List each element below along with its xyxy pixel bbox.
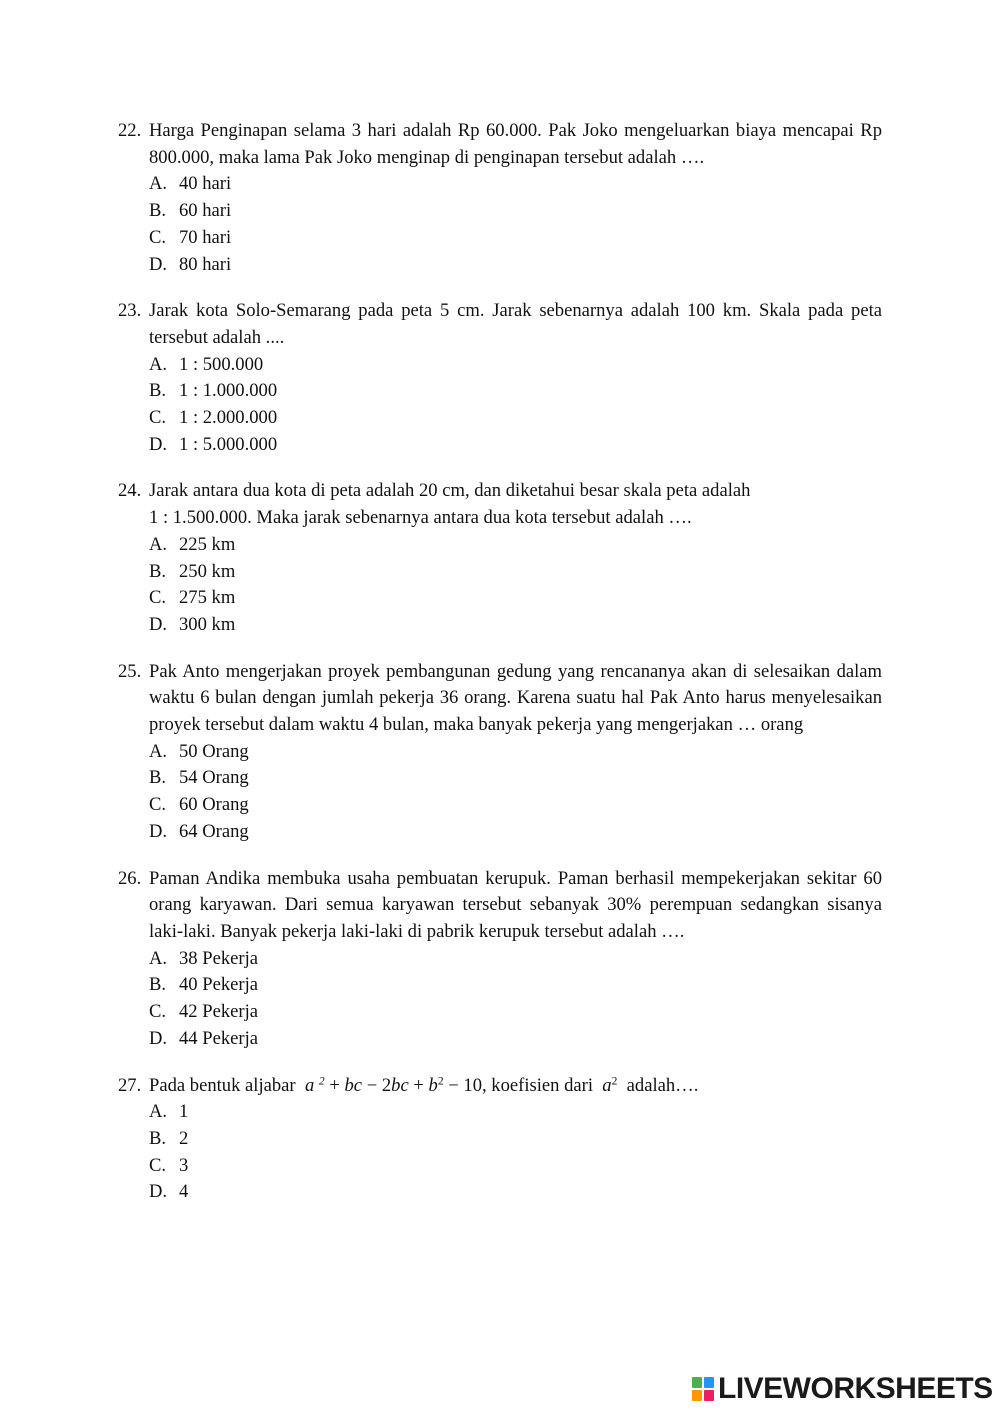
answer-options [149, 352, 882, 459]
question-text: Paman Andika membuka usaha pembuatan kerupuk. Paman berhasil mempekerjakan sekitar 60 orang karyawan. Dari semua karyawan tersebut sebanyak 30% perempuan sedangkan sisanya laki-laki. Banyak pekerja laki-laki di pabrik kerupuk tersebut adalah …. [149, 867, 882, 942]
math-exponent: 2 [437, 1075, 444, 1088]
option-text: 225 km [179, 533, 236, 555]
math-constant: 10 [463, 1074, 482, 1096]
option-a[interactable] [149, 171, 882, 198]
option-letter: D. [149, 1027, 168, 1049]
answer-options [149, 532, 882, 639]
math-plus: + [329, 1074, 340, 1096]
option-text: 2 [179, 1127, 189, 1149]
question-26 [118, 866, 882, 1053]
option-letter: D. [149, 1181, 168, 1203]
math-plus: + [413, 1074, 424, 1096]
option-text: 1 : 1.000.000 [179, 380, 278, 402]
option-letter: A. [149, 740, 168, 762]
question-text [149, 1073, 882, 1100]
question-number: 24. [118, 480, 142, 502]
option-letter: B. [149, 200, 167, 222]
worksheet-page [118, 118, 882, 1226]
option-text: 3 [179, 1154, 189, 1176]
option-b[interactable] [149, 559, 882, 586]
math-minus: − [366, 1074, 378, 1096]
option-d[interactable] [149, 819, 882, 846]
question-25 [118, 659, 882, 846]
option-letter: A. [149, 173, 168, 195]
question-24 [118, 478, 882, 638]
option-b[interactable] [149, 198, 882, 225]
option-c[interactable] [149, 225, 882, 252]
option-b[interactable] [149, 378, 882, 405]
logo-square-icon [692, 1390, 702, 1401]
option-text: 54 Orang [179, 767, 249, 789]
option-text: 1 [179, 1101, 189, 1123]
coefficient-term [602, 1075, 617, 1096]
option-c[interactable] [149, 585, 882, 612]
math-bc: bc [391, 1074, 409, 1096]
option-letter: C. [149, 1154, 167, 1176]
question-text-line-2: 1 : 1.500.000. Maka jarak sebenarnya antara dua kota tersebut adalah …. [149, 507, 692, 529]
option-text: 1 : 5.000.000 [179, 433, 278, 455]
math-a: a [304, 1074, 315, 1096]
answer-options [149, 739, 882, 846]
math-exponent: 2 [611, 1075, 618, 1088]
option-letter: B. [149, 767, 167, 789]
option-text: 275 km [179, 587, 236, 609]
option-letter: D. [149, 820, 168, 842]
question-text: Pak Anto mengerjakan proyek pembangunan gedung yang rencananya akan di selesaikan dalam waktu 6 bulan dengan jumlah pekerja 36 orang. Karena suatu hal Pak Anto harus menyelesaikan proyek tersebut dalam waktu 4 bulan, maka banyak pekerja yang mengerjakan … orang [149, 660, 882, 736]
question-text-mid: , koefisien dari [481, 1074, 593, 1096]
logo-square-icon [704, 1377, 714, 1388]
question-text-before: Pada bentuk aljabar [149, 1074, 296, 1096]
option-d[interactable] [149, 432, 882, 459]
option-c[interactable] [149, 1153, 882, 1180]
question-number: 26. [118, 867, 142, 889]
option-text: 60 hari [179, 200, 232, 222]
option-letter: C. [149, 794, 167, 816]
option-text: 250 km [179, 560, 236, 582]
option-text: 38 Pekerja [179, 947, 258, 969]
answer-options [149, 1099, 882, 1206]
option-letter: A. [149, 947, 168, 969]
option-text: 80 hari [179, 253, 232, 275]
option-b[interactable] [149, 972, 882, 999]
math-minus: − [448, 1074, 459, 1096]
option-letter: B. [149, 560, 167, 582]
question-27 [118, 1073, 882, 1207]
math-bc: bc [344, 1074, 363, 1096]
option-text: 40 hari [179, 173, 232, 195]
option-text: 1 : 500.000 [179, 353, 264, 375]
math-exponent: 2 [318, 1075, 325, 1088]
question-number: 27. [118, 1074, 142, 1096]
option-text: 4 [179, 1181, 189, 1203]
math-a: a [602, 1074, 612, 1096]
question-text-after: adalah…. [626, 1074, 699, 1096]
question-number: 25. [118, 660, 142, 682]
option-c[interactable] [149, 999, 882, 1026]
option-text: 70 hari [179, 226, 232, 248]
logo-text: LIVEWORKSHEETS [718, 1372, 993, 1405]
question-text: Harga Penginapan selama 3 hari adalah Rp 60.000. Pak Joko mengeluarkan biaya mencapai Rp 800.000, maka lama Pak Joko menginap di penginapan tersebut adalah …. [149, 120, 882, 168]
option-b[interactable] [149, 765, 882, 792]
question-number: 23. [118, 300, 142, 322]
option-text: 40 Pekerja [179, 974, 258, 996]
option-letter: B. [149, 380, 167, 402]
question-text: Jarak kota Solo-Semarang pada peta 5 cm. Jarak sebenarnya adalah 100 km. Skala pada peta tersebut adalah .... [149, 300, 882, 348]
math-coefficient: 2 [381, 1074, 392, 1096]
option-a[interactable] [149, 739, 882, 766]
option-letter: C. [149, 407, 167, 429]
option-c[interactable] [149, 792, 882, 819]
algebra-expression [305, 1075, 482, 1096]
option-letter: B. [149, 974, 167, 996]
liveworksheets-logo[interactable] [692, 1372, 993, 1406]
question-number: 22. [118, 120, 142, 141]
option-text: 300 km [179, 613, 236, 635]
option-letter: D. [149, 613, 168, 635]
option-a[interactable] [149, 1099, 882, 1126]
option-letter: A. [149, 1101, 168, 1123]
option-letter: B. [149, 1127, 167, 1149]
option-letter: C. [149, 226, 167, 248]
question-text-line-1: Jarak antara dua kota di peta adalah 20 cm, dan diketahui besar skala peta adalah [149, 480, 751, 502]
option-text: 1 : 2.000.000 [179, 407, 278, 429]
option-b[interactable] [149, 1126, 882, 1153]
math-b: b [428, 1074, 438, 1096]
option-text: 42 Pekerja [179, 1001, 258, 1023]
liveworksheets-logo-icon [692, 1377, 714, 1401]
option-letter: D. [149, 433, 168, 455]
option-text: 60 Orang [179, 794, 249, 816]
answer-options [149, 946, 882, 1053]
option-a[interactable] [149, 946, 882, 973]
option-d[interactable] [149, 612, 882, 639]
option-text: 64 Orang [179, 820, 249, 842]
logo-square-icon [692, 1377, 702, 1388]
logo-square-icon [704, 1390, 714, 1401]
option-c[interactable] [149, 405, 882, 432]
option-letter: A. [149, 533, 168, 555]
option-d[interactable] [149, 1026, 882, 1053]
option-text: 44 Pekerja [179, 1027, 258, 1049]
option-d[interactable] [149, 252, 882, 279]
question-22 [118, 118, 882, 278]
option-letter: C. [149, 587, 167, 609]
option-letter: C. [149, 1001, 167, 1023]
option-text: 50 Orang [179, 740, 249, 762]
question-text [149, 478, 882, 531]
option-letter: D. [149, 253, 168, 275]
option-a[interactable] [149, 352, 882, 379]
option-d[interactable] [149, 1179, 882, 1206]
answer-options [149, 171, 882, 278]
option-a[interactable] [149, 532, 882, 559]
option-letter: A. [149, 353, 168, 375]
question-23 [118, 298, 882, 458]
